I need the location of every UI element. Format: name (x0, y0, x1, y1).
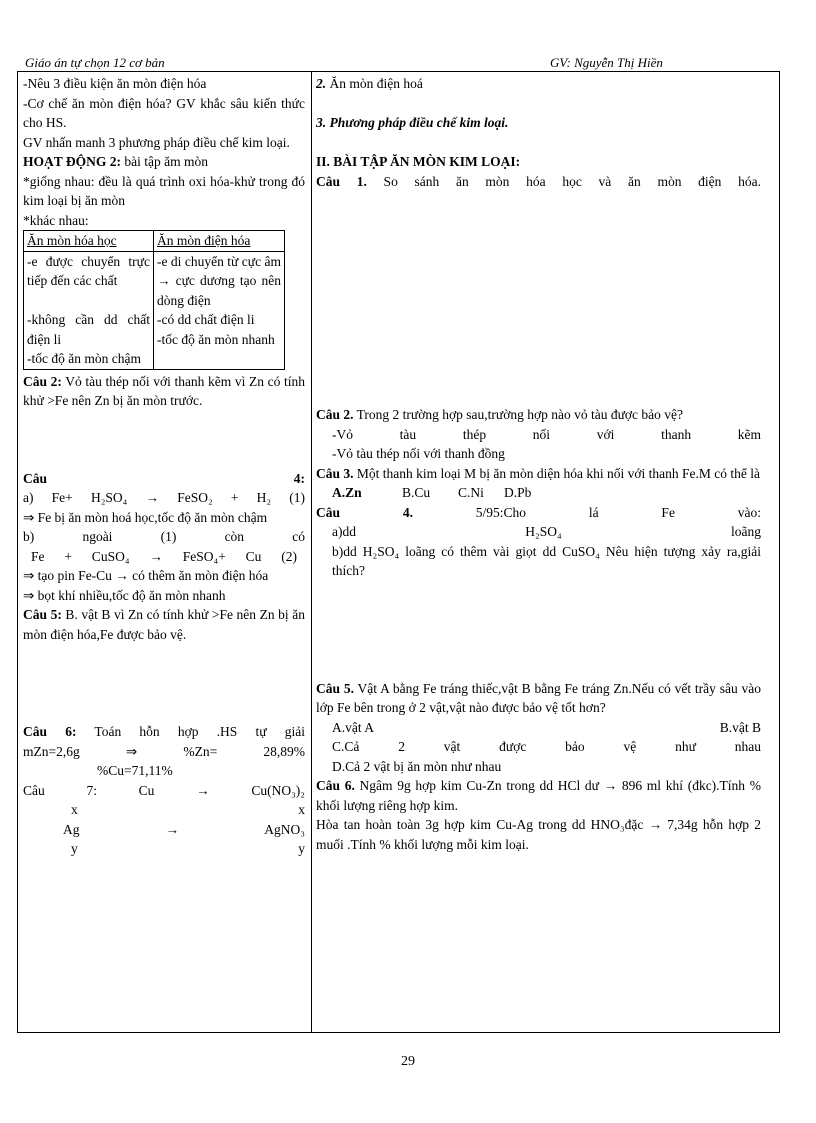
answer-4-conclusion-a: ⇒ Fe bị ăn mòn hoá học,tốc độ ăn mòn chậm (23, 509, 268, 525)
section-3-heading: 3. Phương pháp điều chế kim loại. (316, 115, 509, 130)
answer-7-line-2: Ag → AgNO₃ (63, 821, 305, 837)
question-5-option-c: C.Cả 2 vật được bảo vệ như nhau (332, 739, 761, 754)
answer-7-line-1: Câu 7: Cu → Cu(NO₃)₂ (23, 782, 306, 798)
question-1-label: Câu 1. (316, 173, 367, 189)
question-5-text: Vật A bằng Fe tráng thiếc,vật B bằng Fe tráng Zn.Nếu có vết trầy sâu vào lớp Fe bên trong ở 2 vật,vật nào được bảo vệ tốt hơn? (316, 680, 761, 715)
question-5-label: Câu 5. (316, 680, 354, 696)
similarity-text: *giống nhau: đều là quá trình oxi hóa-khử trong đó kim loại bị ăn mòn (23, 173, 305, 208)
answer-6-text: Toán hỗn hợp .HS tự giải (76, 724, 305, 739)
answer-5-text: B. vật B vì Zn có tính khử >Fe nên Zn bị ăn mòn điện hóa,Fe được bảo vệ. (23, 607, 305, 642)
cell-electro-electrolyte: -có dd chất điện li (157, 312, 255, 327)
question-5-option-a: A.vật A (332, 719, 374, 735)
question-6-label: Câu 6. (316, 778, 355, 793)
cell-electro-speed: -tốc độ ăn mòn nhanh (157, 331, 275, 347)
question-4-label: Câu 4. (316, 504, 413, 520)
table-header-chemical: Ăn mòn hóa học (24, 231, 154, 252)
question-3-option-d: D.Pb (504, 485, 532, 500)
answer-4-bubbles: ⇒ bọt khí nhiều,tốc độ ăn mòn nhanh (23, 587, 226, 603)
question-2-label: Câu 2. (316, 407, 354, 422)
answer-4-cell-formation: ⇒ tạo pin Fe-Cu → có thêm ăn mòn điện hóa (23, 568, 269, 583)
question-3-label: Câu 3. (316, 465, 354, 481)
question-5-option-d: D.Cả 2 vật bị ăn mòn như nhau (332, 758, 502, 774)
table-row (24, 231, 285, 252)
page-number: 29 (401, 1054, 415, 1069)
cell-chemical-speed: -tốc độ ăn mòn chậm (27, 351, 141, 366)
section-2-heading (316, 74, 761, 94)
table-cell-electrochemical (154, 251, 285, 369)
question-3-option-a: A.Zn (332, 485, 362, 500)
answer-4-number: 4: (293, 470, 305, 486)
question-1 (316, 172, 761, 192)
table-row (24, 251, 285, 369)
question-3 (316, 464, 761, 484)
question-3-option-b: B.Cu (402, 485, 431, 500)
header-teacher-name: GV: Nguyễn Thị Hiền (550, 55, 663, 70)
section-2-number: 2. (316, 76, 327, 91)
question-3-options (316, 483, 761, 503)
answer-2 (23, 372, 305, 411)
answer-4-label: Câu (23, 470, 48, 486)
difference-label: *khác nhau: (23, 212, 89, 228)
table-cell-chemical (24, 251, 154, 369)
answer-7-y-row: y y (71, 841, 305, 856)
question-3-option-c: C.Ni (458, 485, 484, 500)
cell-chemical-electron: -e được chuyển trực tiếp đến các chất (27, 253, 150, 288)
answer-4-part-b: b) ngoài (1) còn có (23, 529, 305, 544)
answer-7-x-row: x x (71, 802, 305, 817)
cell-chemical-electrolyte: -không cần dd chất điện li (27, 312, 150, 347)
teacher-activity-column (23, 74, 305, 859)
question-3-text: Một thanh kim loại M bị ăn mòn diện hóa khi nối với thanh Fe.M có thể là (353, 465, 760, 481)
question-5-option-b: B.vật B (719, 719, 761, 735)
answer-2-label: Câu 2: (23, 373, 62, 389)
question-1-text: So sánh ăn mòn hóa học và ăn mòn điện hóa. (366, 173, 761, 189)
activity-2-text: bài tập ăm mòn (121, 154, 208, 169)
question-2-text: Trong 2 trường hợp sau,trường hợp nào vỏ tàu được bảo vệ? (353, 407, 683, 422)
table-header-electrochemical: Ăn mòn điện hóa (154, 231, 285, 252)
question-5 (316, 679, 761, 718)
comparison-table (23, 230, 285, 370)
column-divider (311, 71, 312, 1033)
answer-5-label: Câu 5: (23, 607, 62, 622)
left-line-conditions: -Nêu 3 điều kiện ăn mòn điện hóa (23, 76, 207, 91)
content-column (316, 74, 761, 854)
section-ii-heading: II. BÀI TẬP ĂN MÒN KIM LOẠI: (316, 154, 521, 169)
question-2 (316, 405, 761, 425)
question-2-option-zinc: -Vỏ tàu thép nối với thanh kẽm (332, 426, 761, 442)
question-7: Hòa tan hoàn toàn 3g hợp kim Cu-Ag trong dd HNO₃đặc → 7,34g hỗn hợp 2 muối .Tính % khối lượng mỗi kim loại. (316, 817, 761, 852)
answer-6-label: Câu 6: (23, 724, 77, 739)
left-line-mechanism: -Cơ chế ăn mòn điện hóa? GV khắc sâu kiến thức cho HS. (23, 95, 305, 130)
answer-2-text: Vỏ tàu thép nối với thanh kẽm vì Zn có tính khử >Fe nên Zn bị ăn mòn trước. (23, 373, 305, 408)
activity-2-heading (23, 152, 305, 172)
question-4-part-a: a)dd H₂SO₄ loãng (332, 524, 761, 539)
answer-6 (23, 722, 305, 742)
answer-4-reaction-2: Fe + CuSO₄ → FeSO₄+ Cu (2) (31, 548, 297, 564)
answer-6-zinc-mass: mZn=2,6g ⇒ %Zn= 28,89% (23, 743, 306, 759)
answer-5 (23, 605, 305, 644)
question-4-part-b: b)dd H₂SO₄ loãng có thêm vài giọt dd CuSO₄ Nêu hiện tượng xảy ra,giải thích? (332, 543, 761, 578)
answer-4-reaction-1: a) Fe+ H₂SO₄ → FeSO₂ + H₂ (1) (23, 490, 305, 505)
left-line-methods: GV nhấn manh 3 phương pháp điều chế kim loại. (23, 134, 290, 150)
activity-2-label: HOẠT ĐỘNG 2: (23, 154, 122, 169)
question-2-option-copper: -Vỏ tàu thép nối với thanh đồng (332, 446, 505, 461)
question-4 (316, 503, 761, 523)
cell-electro-electron: -e di chuyển từ cực âm → cực dương tạo nên dòng điện (157, 253, 281, 308)
question-4-text: 5/95:Cho lá Fe vào: (412, 504, 761, 520)
answer-6-copper-percent: %Cu=71,11% (97, 763, 173, 778)
header-course-title: Giáo án tự chọn 12 cơ bản (25, 55, 165, 70)
question-5-options-ab (316, 718, 761, 738)
question-6-text: Ngâm 9g hợp kim Cu-Zn trong dd HCl dư → 896 ml khí (đkc).Tính % khối lượng riêng hợp kim. (316, 778, 761, 813)
question-6 (316, 776, 761, 815)
section-2-title: Ăn mòn điện hoá (326, 76, 423, 91)
answer-4-heading (23, 469, 305, 489)
